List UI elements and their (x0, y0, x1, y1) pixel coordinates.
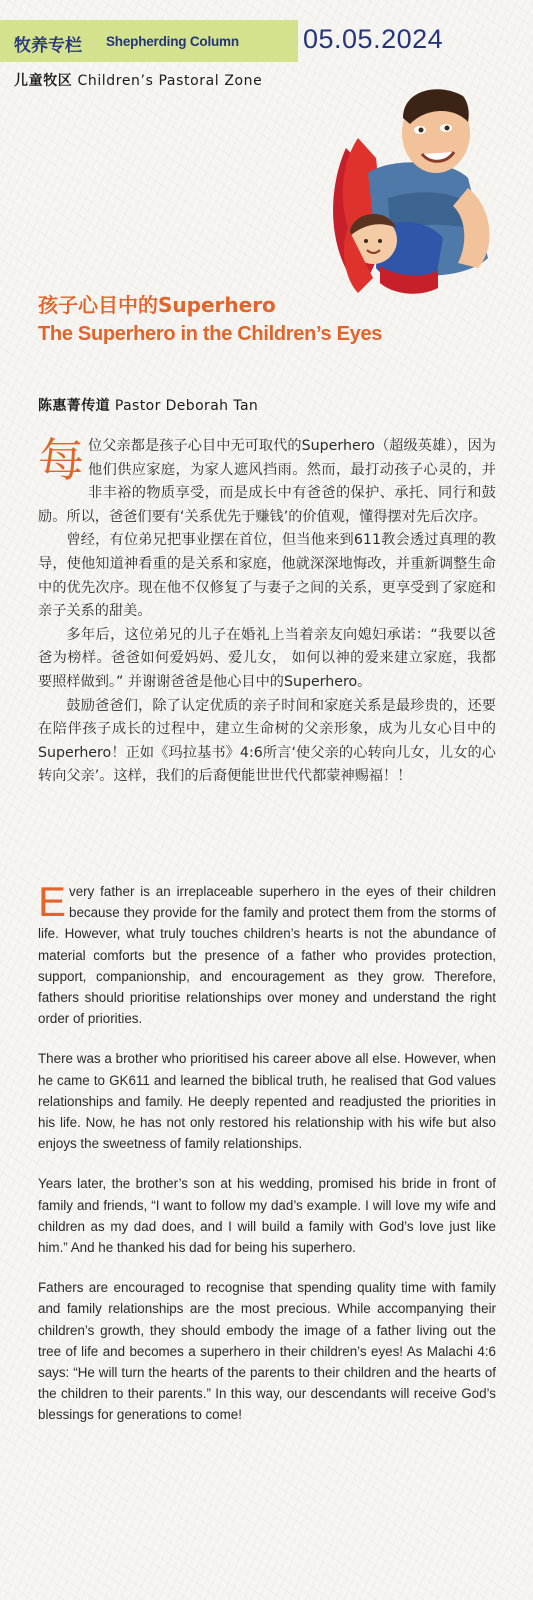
paragraph-cn-4: 鼓励爸爸们，除了认定优质的亲子时间和家庭关系是最珍贵的，还要在陪伴孩子成长的过程中，建立生命树的父亲形象，成为儿女心目中的Superhero！正如《玛拉基书》4:6所言‘使父亲的心转向儿女，儿女的心转向父亲’。这样，我们的后裔便能世世代代都蒙神赐福！！ (38, 697, 496, 785)
paragraph-cn-3: 多年后，这位弟兄的儿子在婚礼上当着亲友向媳妇承诺：“我要以爸爸为榜样。爸爸如何爱妈妈、爱儿女， 如何以神的爱来建立家庭，我都要照样做到。” 并谢谢爸爸是他心目中的Superhero。 (38, 626, 496, 690)
zone-label (14, 70, 262, 90)
zone-label-cn: 儿童牧区 (14, 73, 73, 89)
paragraph-cn-2: 曾经，有位弟兄把事业摆在首位，但当他来到611教会透过真理的教导，使他知道神看重的是关系和家庭，他就深深地悔改，并重新调整生命中的优先次序。现在他不仅修复了与妻子之间的关系，更享受到了家庭和亲子关系的甜美。 (38, 532, 496, 620)
paragraph-en-1 (38, 878, 496, 1029)
article-body-cn (38, 435, 496, 789)
author-name-en: Pastor Deborah Tan (114, 398, 259, 414)
zone-label-en: Children’s Pastoral Zone (77, 73, 263, 89)
column-title-cn: 牧养专栏 (14, 36, 82, 56)
author-name-cn: 陈惠菁传道 (38, 398, 110, 414)
column-title-en: Shepherding Column (106, 34, 239, 49)
paragraph-cn-1-text: 位父亲都是孩子心目中无可取代的Superhero（超级英雄），因为他们供应家庭，为家人遮风挡雨。然而，最打动孩子心灵的，并非丰裕的物质享受，而是成长中有爸爸的保护、承托、同行和鼓励。所以，爸爸们要有‘关系优先于赚钱’的价值观，懂得摆对先后次序。 (38, 438, 496, 525)
dropcap-en: E (38, 878, 67, 925)
paragraph-en-4: Fathers are encouraged to recognise that spending quality time with family and family relationships are the most precious. While accompanying their children’s growth, they should embody the image of a father living out the tree of life and becomes a superhero in their children’s eyes! As Malachi 4:6 says: “He will turn the hearts of the parents to their children and the hearts of the children to their parents.” In this way, our descendants will receive God’s blessings for generations to come! (38, 1280, 496, 1423)
paragraph-en-3: Years later, the brother’s son at his wedding, promised his bride in front of family and friends, “I want to follow my dad’s example. I will love my wife and children as my dad does, and I will build a family with God’s love just like him.” And he thanked his dad for being his superhero. (38, 1176, 496, 1256)
paragraph-en-2: There was a brother who prioritised his career above all else. However, when he came to GK611 and learned the biblical truth, he realised that God values relationships and family. He deeply repented and readjusted the priorities in his life. Now, he has not only restored his relationship with his wife but also enjoys the sweetness of family relationships. (38, 1051, 496, 1152)
paragraph-cn-1 (38, 435, 496, 529)
article-title-en: The Superhero in the Children’s Eyes (38, 323, 383, 345)
issue-date: 05.05.2024 (303, 24, 444, 54)
article-body-en (38, 878, 496, 1445)
article-title-cn: 孩子心目中的Superhero (38, 293, 276, 317)
superhero-dad-illustration (318, 78, 518, 308)
dropcap-cn: 每 (38, 433, 84, 487)
paragraph-en-1-text: very father is an irreplaceable superhero in the eyes of their children because they provide for the family and protect them from the storms of life. However, what truly touches children’s hearts is not the abundance of material comforts but the presence of a father who provides protection, support, companionship, and encouragement as they grow. Therefore, fathers should prioritise relationships over money and understand the right order of priorities. (38, 884, 496, 1027)
author-line (38, 395, 258, 415)
